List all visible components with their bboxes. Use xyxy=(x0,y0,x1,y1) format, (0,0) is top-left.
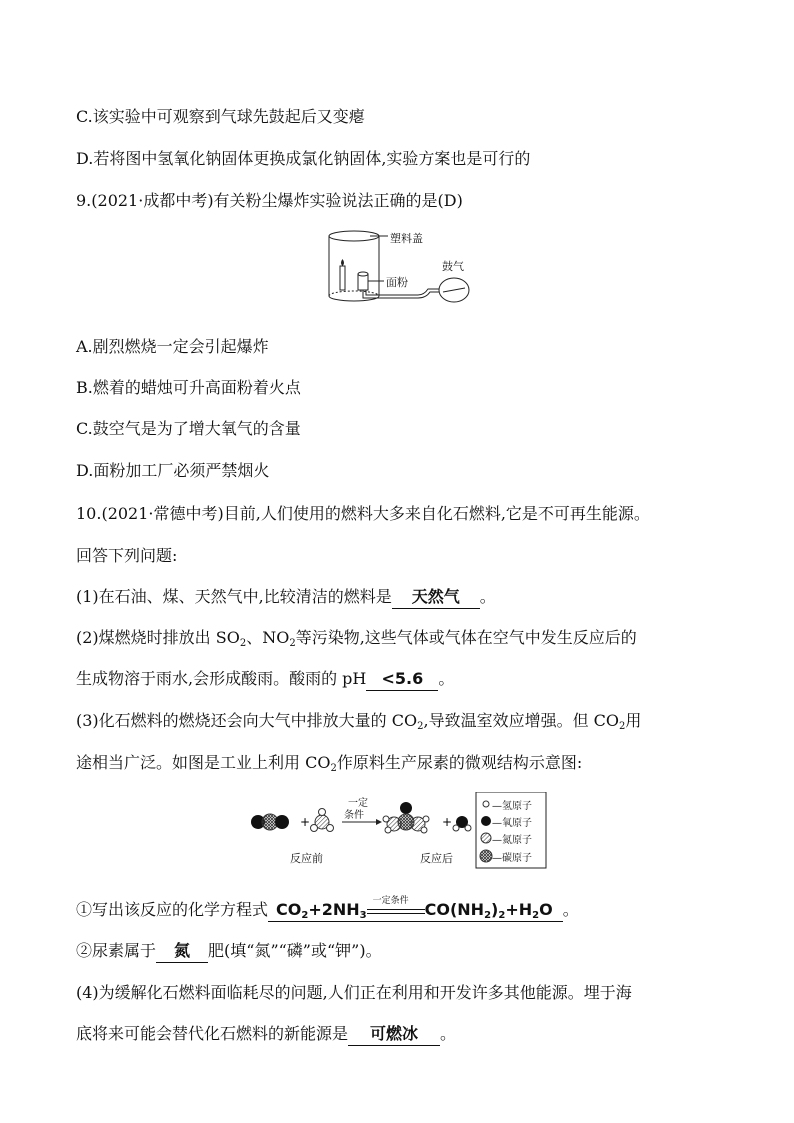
q10-part3-line2 xyxy=(76,752,582,774)
q10-part3-text-b: ,导致温室效应增强。但 CO xyxy=(423,711,620,730)
q9-stem: 9.(2021·成都中考)有关粉尘爆炸实验说法正确的是(D) xyxy=(76,191,463,210)
q10-part1-prompt: (1)在石油、煤、天然气中,比较清洁的燃料是 xyxy=(76,587,392,606)
sub-2: 2 xyxy=(619,721,626,732)
eq-sub: 2 xyxy=(532,910,540,921)
sub-2: 2 xyxy=(289,638,296,649)
eq-line-bottom xyxy=(367,913,425,914)
q9-option-c: C.鼓空气是为了增大氧气的含量 xyxy=(76,419,301,438)
q10-part3-text-a: (3)化石燃料的燃烧还会向大气中排放大量的 CO xyxy=(76,711,418,730)
eq-paren: ) xyxy=(491,900,499,919)
legend-carbon: —碳原子 xyxy=(492,853,532,864)
q10-stem-line1: 10.(2021·常德中考)目前,人们使用的燃料大多来自化石燃料,它是不可再生能源。 xyxy=(76,504,650,523)
q10-part2-answer: <5.6 xyxy=(366,668,438,691)
eq-water: +H xyxy=(505,900,533,919)
eq-condition-arrow xyxy=(367,895,425,918)
q10-part4-prompt: 底将来可能会替代化石燃料的新能源是 xyxy=(76,1024,349,1043)
q10-part2-text-a: (2)煤燃烧时排放出 SO xyxy=(76,628,240,647)
sub-2: 2 xyxy=(330,763,337,774)
q10-part2-end: 。 xyxy=(438,669,455,688)
q10-part2-text-b: 、NO xyxy=(246,628,290,647)
q10-part3-text-c: 用 xyxy=(625,711,642,730)
condition-bottom: 条件 xyxy=(344,810,364,821)
q10-part2-line1 xyxy=(76,627,637,649)
q10-part3-sub2 xyxy=(76,940,382,963)
q10-part4-answer: 可燃冰 xyxy=(348,1023,440,1046)
q10-stem-line2: 回答下列问题: xyxy=(76,546,178,565)
eq-nh: +2NH xyxy=(308,900,360,919)
svg-text:+: + xyxy=(300,815,311,829)
reaction-figure xyxy=(248,792,548,872)
q10-part3-sub2-prompt: ②尿素属于 xyxy=(76,941,157,960)
eq-urea: CO(NH xyxy=(424,900,485,919)
dust-explosion-figure xyxy=(318,226,498,308)
lid-label: 塑料盖 xyxy=(390,232,423,245)
eq-co: CO xyxy=(276,900,302,919)
legend-nitrogen: —氮原子 xyxy=(492,835,532,846)
eq-o: O xyxy=(539,900,553,919)
legend-hydrogen: —氢原子 xyxy=(492,801,532,812)
q10-part4-end: 。 xyxy=(440,1024,457,1043)
eq-sub: 2 xyxy=(301,910,309,921)
q10-part3-sub1-end: 。 xyxy=(562,900,579,919)
q10-part3-line2-b: 作原料生产尿素的微观结构示意图: xyxy=(336,753,583,772)
q9-option-b: B.燃着的蜡烛可升高面粉着火点 xyxy=(76,378,301,397)
q10-part3-sub2-answer: 氮 xyxy=(156,940,208,963)
blow-label: 鼓气 xyxy=(442,260,464,273)
q10-part3-sub2-end: 肥(填“氮”“磷”或“钾”)。 xyxy=(208,941,382,960)
q10-part3-sub1-prompt: ①写出该反应的化学方程式 xyxy=(76,900,269,919)
after-label: 反应后 xyxy=(420,852,453,865)
flour-label: 面粉 xyxy=(386,276,408,289)
sub-2: 2 xyxy=(417,721,424,732)
option-c: C.该实验中可观察到气球先鼓起后又变瘪 xyxy=(76,107,365,126)
q10-part1-end: 。 xyxy=(479,587,496,606)
q10-part2-line2 xyxy=(76,668,454,691)
equation-answer xyxy=(268,895,563,922)
q10-part2-prompt: 生成物溶于雨水,会形成酸雨。酸雨的 pH xyxy=(76,669,367,688)
eq-sub: 2 xyxy=(498,910,506,921)
eq-sub: 3 xyxy=(359,910,367,921)
q10-part4-line1: (4)为缓解化石燃料面临耗尽的问题,人们正在利用和开发许多其他能源。埋于海 xyxy=(76,983,632,1002)
q10-part1-answer: 天然气 xyxy=(392,586,480,609)
condition-top: 一定 xyxy=(348,798,368,809)
q10-part3-line1 xyxy=(76,710,641,732)
q9-option-d: D.面粉加工厂必须严禁烟火 xyxy=(76,461,270,480)
sub-2: 2 xyxy=(239,638,247,649)
legend-oxygen: —氧原子 xyxy=(492,818,532,829)
eq-sub: 2 xyxy=(484,910,492,921)
eq-line-top xyxy=(367,909,425,910)
q10-part1 xyxy=(76,586,496,609)
option-d: D.若将图中氢氧化钠固体更换成氯化钠固体,实验方案也是可行的 xyxy=(76,149,531,168)
svg-text:+: + xyxy=(442,815,453,829)
eq-condition: 一定条件 xyxy=(372,895,409,906)
before-label: 反应前 xyxy=(290,852,323,865)
q10-part3-sub1 xyxy=(76,895,579,922)
q10-part3-line2-a: 途相当广泛。如图是工业上利用 CO xyxy=(76,753,331,772)
q9-option-a: A.剧烈燃烧一定会引起爆炸 xyxy=(76,337,269,356)
q10-part4-line2 xyxy=(76,1023,456,1046)
q10-part2-text-c: 等污染物,这些气体或气体在空气中发生反应后的 xyxy=(295,628,637,647)
